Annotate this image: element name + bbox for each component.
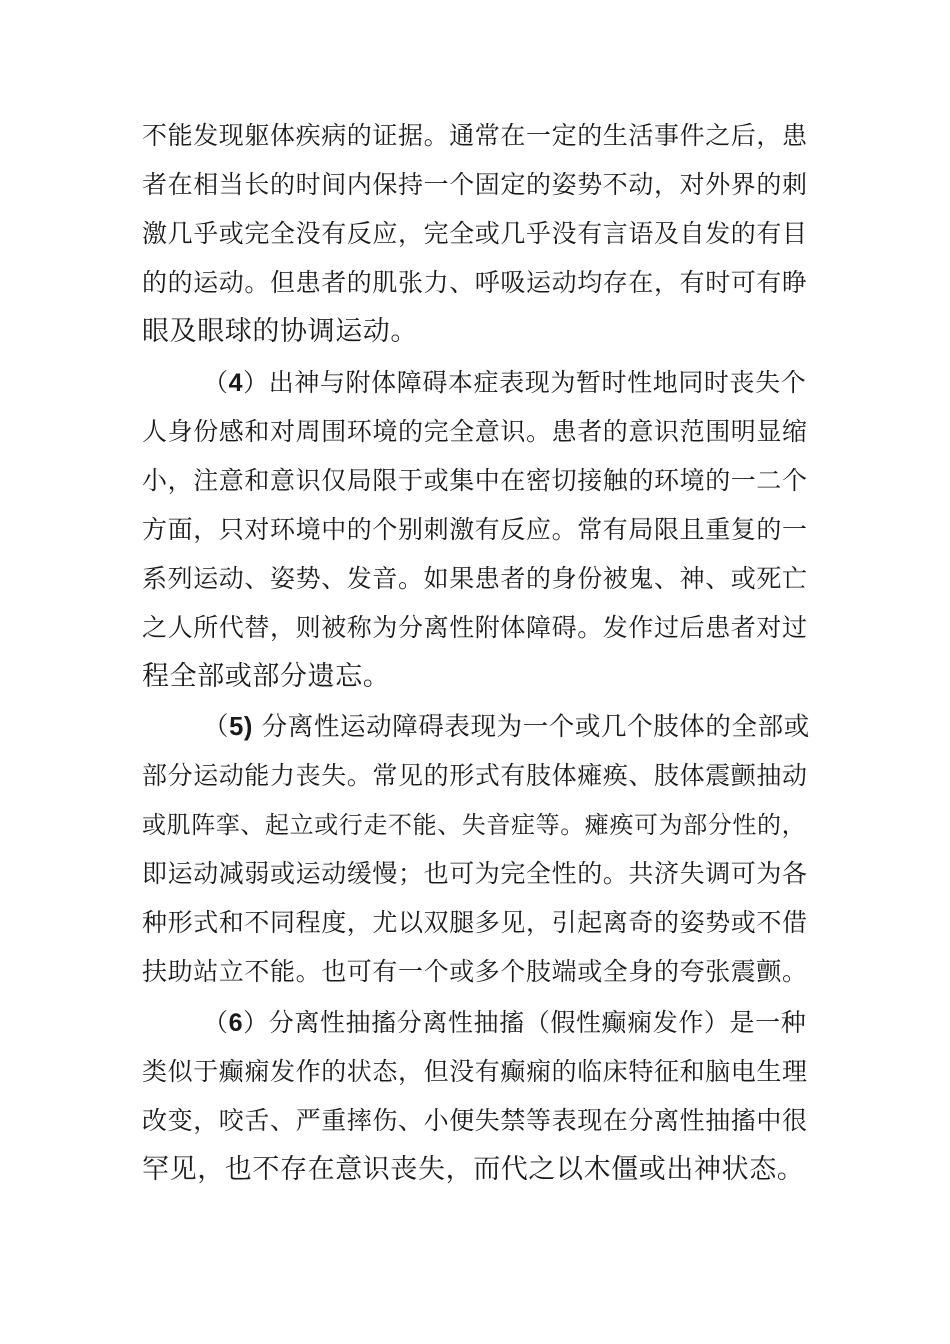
text-line: 种形式和不同程度，尤以双腿多见，引起离奇的姿势或不借 (142, 908, 808, 937)
text-line: 眼及眼球的协调运动。 (142, 316, 418, 347)
text-line: 不能发现躯体疾病的证据。通常在一定的生活事件之后，患 (142, 121, 808, 150)
item-number: 4 (228, 369, 244, 397)
text-line: 或肌阵挛、起立或行走不能、失音症等。瘫痪可为部分性的， (142, 811, 807, 839)
text-line: 改变，咬舌、严重摔伤、小便失禁等表现在分离性抽搐中很 (142, 1106, 808, 1135)
item-number: 6 (228, 1009, 244, 1037)
open-paren: （ (203, 1008, 229, 1037)
text-line: 人身份感和对周围环境的完全意识。患者的意识范围明显缩 (142, 417, 808, 446)
text-line: 即运动减弱或运动缓慢；也可为完全性的。共济失调可为各 (142, 859, 808, 888)
text-line: 系列运动、姿势、发音。如果患者的身份被鬼、神、或死亡 (142, 564, 808, 593)
paragraph-first-line (203, 1005, 806, 1041)
text-line: 扶助站立不能。也可有一个或多个肢端或全身的夸张震颤。 (142, 957, 808, 986)
open-paren: （ (203, 712, 230, 742)
paragraph-first-line (203, 709, 810, 745)
first-line-text: ）出神与附体障碍本症表现为暂时性地同时丧失个 (243, 368, 807, 397)
text-line: 程全部或部分遗忘。 (142, 661, 391, 692)
text-line: 类似于癫痫发作的状态，但没有癫痫的临床特征和脑电生理 (142, 1057, 808, 1086)
text-line: 方面，只对环境中的个别刺激有反应。常有局限且重复的一 (142, 515, 808, 544)
item-number: 5) (229, 713, 253, 741)
text-line: 小，注意和意识仅局限于或集中在密切接触的环境的一二个 (142, 466, 808, 495)
paragraph-first-line (203, 365, 806, 401)
text-line: 罕见，也不存在意识丧失，而代之以木僵或出神状态。 (142, 1154, 805, 1185)
text-line: 之人所代替，则被称为分离性附体障碍。发作过后患者对过 (142, 613, 808, 642)
text-line: 的的运动。但患者的肌张力、呼吸运动均存在，有时可有睁 (142, 268, 808, 297)
text-line: 部分运动能力丧失。常见的形式有肢体瘫痪、肢体震颤抽动 (142, 761, 808, 790)
first-line-text: ）分离性抽搐分离性抽搐（假性癫痫发作）是一种 (243, 1008, 807, 1037)
text-line: 者在相当长的时间内保持一个固定的姿势不动，对外界的刺 (142, 170, 808, 199)
text-line: 激几乎或完全没有反应，完全或几乎没有言语及自发的有目 (142, 219, 808, 248)
open-paren: （ (203, 368, 229, 397)
first-line-text: 分离性运动障碍表现为一个或几个肢体的全部或 (252, 712, 810, 742)
